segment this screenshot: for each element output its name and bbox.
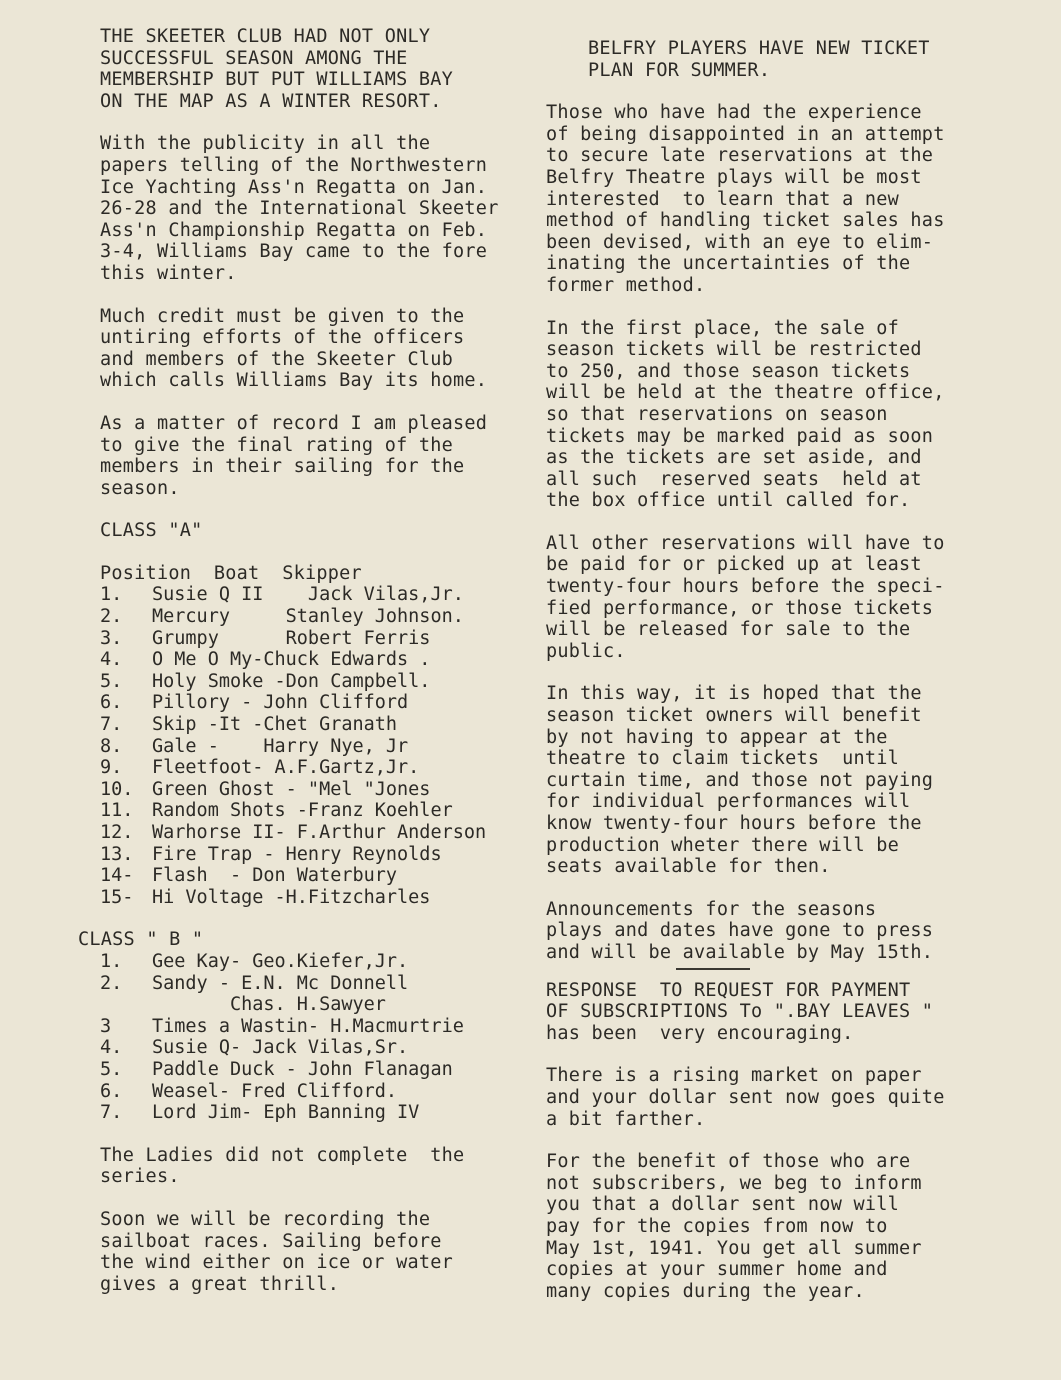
position-number: 7. [100,714,123,736]
table-row [100,671,540,693]
table-row [100,1059,540,1081]
class-b-table [100,951,540,1124]
text-line: many copies during the year. [546,1280,865,1302]
position-number: 4. [100,1037,123,1059]
text-line: copies at your summer home and [546,1259,888,1281]
section-divider [676,968,750,970]
position-number: 3 [100,1015,112,1037]
text-line: method of handling ticket sales has [546,210,945,232]
text-line: not subscribers, we beg to inform [546,1172,922,1194]
text-line: plays and dates have gone to press [546,920,934,942]
right-column [546,38,1008,1302]
text-line: by not having to appear at the [546,726,888,748]
text-line: Ass'n Championship Regatta on Feb. [100,219,488,241]
table-row [100,1102,540,1124]
text-line: been devised, with an eye to elim- [546,231,934,253]
left-column [78,26,540,1295]
text-line: RESPONSE TO REQUEST FOR PAYMENT [546,979,911,1001]
boat-skipper: Paddle Duck - John Flanagan [152,1058,453,1080]
sailboat-paragraph [100,1209,540,1295]
subscribers-paragraph [546,1151,1008,1302]
boat-skipper: Susie Q II Jack Vilas,Jr. [152,584,464,606]
boat-skipper: Weasel- Fred Clifford. [152,1080,398,1102]
text-line: twenty-four hours before the speci- [546,576,945,598]
position-number: 8. [100,735,123,757]
table-row [100,584,540,606]
position-number: 1. [100,950,123,972]
text-line: 26-28 and the International Skeeter [100,198,499,220]
boat-skipper: Mercury Stanley Johnson. [152,606,464,628]
text-line: has been very encouraging. [546,1022,854,1044]
position-number: 6. [100,1080,123,1102]
text-line: this winter. [100,262,237,284]
paper-market-paragraph [546,1065,1008,1130]
boat-skipper: Warhorse II- F.Arthur Anderson [152,822,487,843]
boat-skipper: Flash - Don Waterbury [152,865,398,887]
table-row [100,692,540,714]
position-number: 1. [100,584,123,606]
text-line: All other reservations will have to [546,532,945,554]
table-row [100,736,540,758]
text-line: will be released for sale to the [546,619,911,641]
table-row [100,757,540,779]
table-row [100,714,540,736]
position-number: 9. [100,757,123,779]
position-number: 14- [100,865,134,887]
text-line: the wind either on ice or water [100,1252,454,1274]
class-b-title: CLASS " B " [78,929,204,951]
text-line: The Ladies did not complete the [100,1144,465,1166]
table-row [100,1081,540,1103]
skeeter-headline [100,26,540,112]
text-line: you that a dollar sent now will [546,1194,900,1216]
table-row [100,951,540,973]
text-line: PLAN FOR SUMMER. [588,59,771,81]
credit-paragraph [100,306,540,392]
position-number: 5. [100,670,123,692]
text-line: members in their sailing for the [100,456,465,478]
text-line: Announcements for the seasons [546,898,877,920]
boat-skipper: Susie Q- Jack Vilas,Sr. [152,1037,409,1059]
text-line: There is a rising market on paper [546,1065,922,1087]
position-number: 4. [100,649,123,671]
text-line: Ice Yachting Ass'n Regatta on Jan. [100,176,488,198]
text-line: For the benefit of those who are [546,1151,911,1173]
table-row [100,628,540,650]
position-number: 10. [100,778,134,800]
boat-skipper: Fire Trap - Henry Reynolds [152,843,442,865]
text-line: season ticket owners will benefit [546,705,922,727]
class-a-header: Position Boat Skipper [100,562,362,584]
class-a-title: CLASS "A" [100,520,203,542]
position-number: 13. [100,843,134,865]
text-line: gives a great thrill. [100,1273,340,1295]
table-row [100,887,540,909]
position-number: 12. [100,822,134,843]
text-line: Soon we will be recording the [100,1208,431,1230]
text-line: Those who have had the experience [546,102,922,124]
benefit-paragraph [546,683,1008,877]
text-line: Belfry Theatre plays will be most [546,166,922,188]
boat-skipper: Fleetfoot- A.F.Gartz,Jr. [152,757,420,779]
position-number: 3. [100,627,123,649]
text-line: for individual performances will [546,791,911,813]
reservations-paragraph [546,533,1008,663]
text-line: In this way, it is hoped that the [546,683,922,705]
boat-skipper: Random Shots -Franz Koehler [152,800,453,822]
text-line: Much credit must be given to the [100,305,465,327]
table-row [100,779,540,801]
text-line: to give the final rating of the [100,434,454,456]
table-row [100,865,540,887]
boat-skipper: Times a Wastin- H.Macmurtrie [152,1015,464,1037]
boat-skipper: Hi Voltage -H.Fitzcharles [152,886,431,908]
table-row [100,649,540,671]
text-line: and will be available by May 15th. [546,941,934,963]
subscription-response-paragraph [546,980,1008,1045]
position-number: 5. [100,1058,123,1080]
boat-skipper: Gale - Harry Nye, Jr [152,735,409,757]
text-line: all such reserved seats held at [546,468,922,490]
position-number: 15- [100,886,134,908]
text-line: know twenty-four hours before the [546,813,922,834]
text-line: of being disappointed in an attempt [546,123,945,145]
text-line: will be held at the theatre office, [546,382,945,404]
position-number: 2. [100,972,123,994]
text-line: seats available for then. [546,856,831,878]
boat-skipper: Grumpy Robert Ferris [152,627,431,649]
text-line: OF SUBSCRIPTIONS To ".BAY LEAVES " [546,1001,934,1023]
text-line: to secure late reservations at the [546,145,934,167]
table-row [100,973,540,995]
text-line: BELFRY PLAYERS HAVE NEW TICKET [588,38,930,59]
text-line: public. [546,640,626,662]
text-line: be paid for or picked up at least [546,554,922,576]
text-line: and your dollar sent now goes quite [546,1086,945,1108]
table-row [100,822,540,844]
table-row [100,1016,540,1038]
text-line: As a matter of record I am pleased [100,412,488,434]
text-line: sailboat races. Sailing before [100,1230,442,1252]
text-line: season tickets will be restricted [546,339,922,361]
text-line: and members of the Skeeter Club [100,348,454,370]
table-row [100,1037,540,1059]
text-line: SUCCESSFUL SEASON AMONG THE [100,47,408,69]
text-line: inating the uncertainties of the [546,253,911,275]
text-line: 3-4, Williams Bay came to the fore [100,241,488,263]
text-line: untiring efforts of the officers [100,327,465,349]
position-number: 6. [100,692,123,714]
text-line: former method. [546,274,706,296]
text-line: season. [100,477,180,499]
belfry-headline [588,38,1008,81]
experience-paragraph [546,102,1008,296]
text-line: papers telling of the Northwestern [100,154,488,176]
text-line: curtain time, and those not paying [546,769,934,791]
text-line: tickets may be marked paid as soon [546,425,934,447]
table-row [100,994,540,1016]
boat-skipper: Green Ghost - "Mel "Jones [152,778,431,800]
boat-skipper: Holy Smoke -Don Campbell. [152,670,431,692]
text-line: as the tickets are set aside, and [546,447,922,469]
season-tickets-paragraph [546,318,1008,512]
text-line: the box office until called for. [546,490,911,512]
boat-skipper: Pillory - John Clifford [152,692,409,714]
text-line: theatre to claim tickets until [546,748,900,770]
text-line: With the publicity in all the [100,133,431,155]
boat-skipper: Sandy - E.N. Mc Donnell [152,972,409,994]
text-line: MEMBERSHIP BUT PUT WILLIAMS BAY [100,69,454,91]
class-a-table [100,563,540,909]
table-row [100,800,540,822]
announcements-paragraph [546,899,1008,964]
text-line: interested to learn that a new [546,188,900,210]
ladies-paragraph [100,1145,540,1188]
position-number: 11. [100,800,134,822]
text-line: to 250, and those season tickets [546,360,911,382]
rating-paragraph [100,413,540,499]
text-line: pay for the copies from now to [546,1215,888,1237]
text-line: series. [100,1166,180,1188]
position-number: 7. [100,1102,123,1124]
table-row [100,606,540,628]
text-line: a bit farther. [546,1108,706,1130]
text-line: production wheter there will be [546,834,900,856]
text-line: May 1st, 1941. You get all summer [546,1237,922,1259]
text-line: In the first place, the sale of [546,317,900,339]
text-line: THE SKEETER CLUB HAD NOT ONLY [100,26,431,47]
boat-skipper: Chas. H.Sawyer [152,994,386,1016]
table-row [100,844,540,866]
publicity-paragraph [100,133,540,284]
position-number [100,994,152,1016]
boat-skipper: O Me O My-Chuck Edwards . [152,649,431,671]
boat-skipper: Lord Jim- Eph Banning IV [152,1102,420,1124]
boat-skipper: Gee Kay- Geo.Kiefer,Jr. [152,950,409,972]
text-line: ON THE MAP AS A WINTER RESORT. [100,90,442,112]
text-line: which calls Williams Bay its home. [100,370,488,392]
text-line: fied performance, or those tickets [546,597,934,619]
position-number: 2. [100,606,123,628]
text-line: so that reservations on season [546,403,888,425]
boat-skipper: Skip -It -Chet Granath [152,714,398,736]
